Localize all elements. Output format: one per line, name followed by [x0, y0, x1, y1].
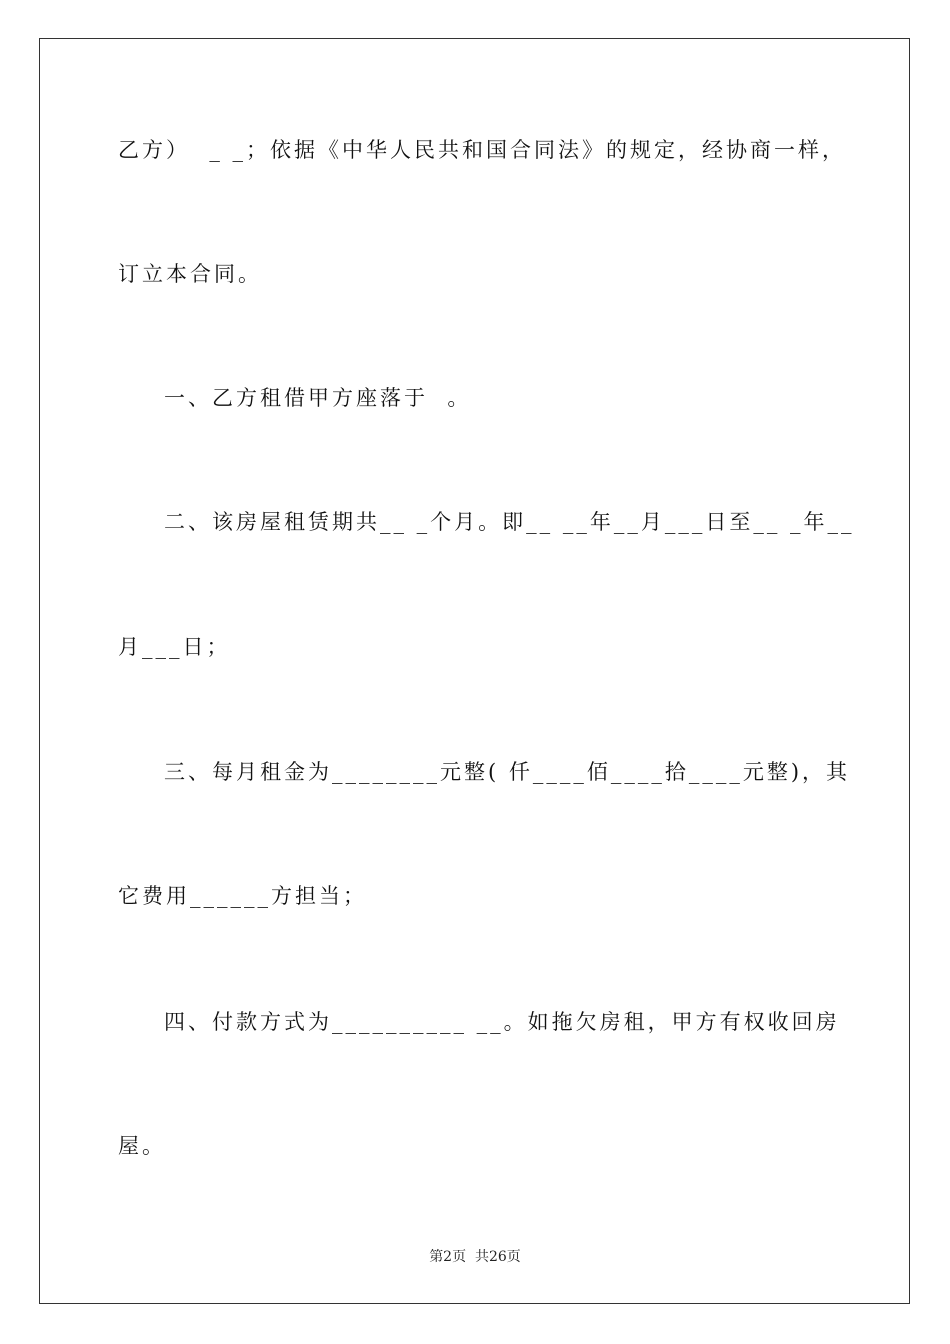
- page-number-footer: 第2页 共26页: [429, 1249, 521, 1265]
- page-border: [39, 38, 910, 1304]
- clause-3: 三、每月租金为________元整( 仟____佰____拾____元整)，其: [164, 760, 851, 784]
- clause-4: 四、付款方式为__________ __。如拖欠房租，甲方有权收回房: [164, 1010, 840, 1034]
- clause-2-continued: 月___日；: [118, 635, 231, 659]
- contract-line-1: 乙方） _ _；依据《中华人民共和国合同法》的规定，经协商一样，: [118, 138, 847, 162]
- clause-4-continued: 屋。: [118, 1134, 166, 1158]
- clause-3-continued: 它费用______方担当；: [118, 884, 367, 908]
- contract-line-2: 订立本合同。: [118, 262, 262, 286]
- clause-1: 一、乙方租借甲方座落于 。: [164, 386, 472, 410]
- clause-2: 二、该房屋租赁期共__ _个月。即__ __年__月___日至__ _年__: [164, 510, 855, 534]
